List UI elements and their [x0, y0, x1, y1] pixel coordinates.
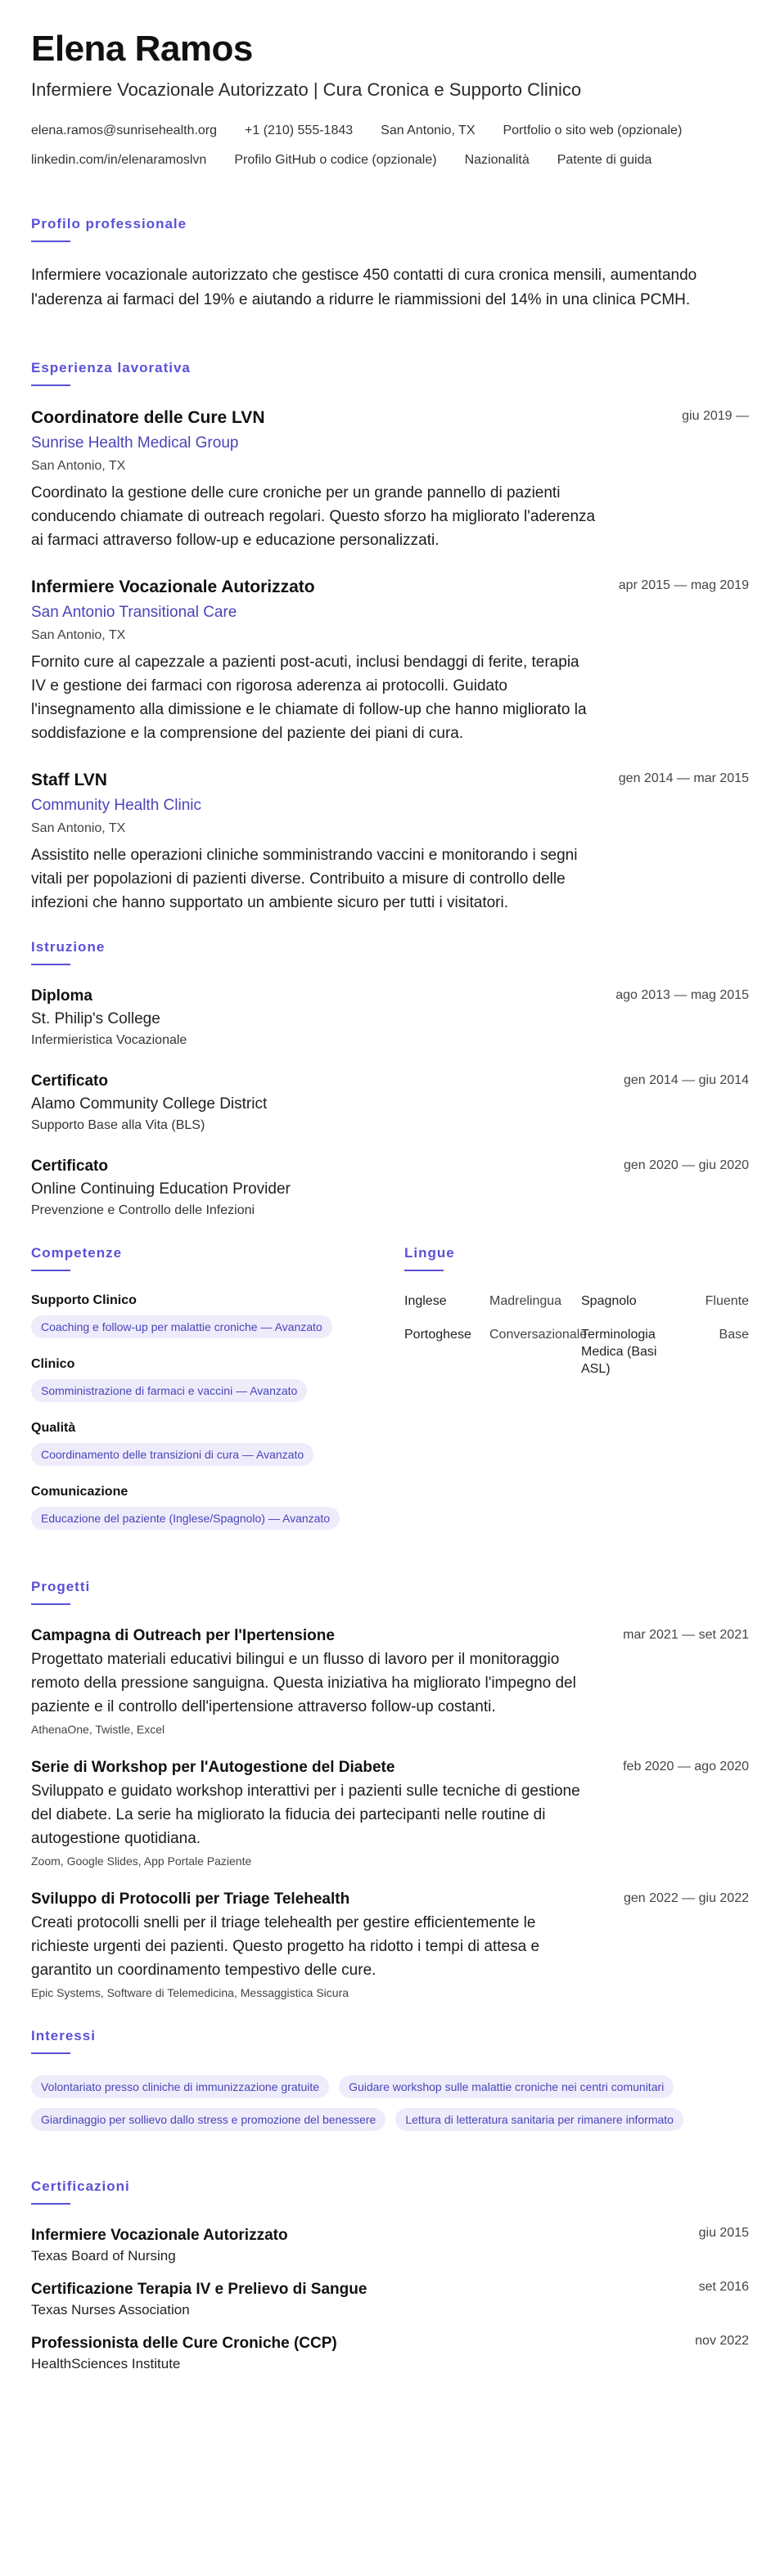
- section-divider: [404, 1270, 444, 1271]
- experience-entry: [31, 407, 749, 552]
- education-degree: Diploma: [31, 987, 92, 1005]
- interest-chip: Volontariato presso cliniche di immunizzazione gratuite: [31, 2075, 329, 2098]
- project-date: gen 2022 — giu 2022: [623, 1890, 749, 1905]
- education-section: [31, 939, 749, 1219]
- language-level: Base: [719, 1327, 749, 1342]
- experience-entry: [31, 770, 749, 915]
- skill-group: [31, 1356, 404, 1402]
- languages-list: [404, 1292, 749, 1378]
- certification-entry: [31, 2334, 749, 2373]
- job-title: Infermiere Vocazionale Autorizzato: [31, 577, 315, 596]
- skill-group-name: Clinico: [31, 1356, 75, 1371]
- profile-section: [31, 216, 749, 312]
- contact-location: San Antonio, TX: [381, 123, 476, 137]
- section-title: Istruzione: [31, 938, 106, 955]
- experience-date: gen 2014 — mar 2015: [618, 771, 749, 785]
- section-title: Certificazioni: [31, 2178, 130, 2194]
- certification-name: Professionista delle Cure Croniche (CCP): [31, 2334, 337, 2352]
- experience-section: [31, 360, 749, 915]
- project-description: Creati protocolli snelli per il triage telehealth per gestire efficientemente le richieste urgenti dei pazienti. Questo progetto ha ridotto i tempi di attesa e garantito un coordinamento tempestivo delle cure.: [31, 1913, 540, 1979]
- resume-header: [31, 29, 749, 169]
- education-area: Supporto Base alla Vita (BLS): [31, 1117, 205, 1132]
- project-title: Serie di Workshop per l'Autogestione del Diabete: [31, 1758, 395, 1776]
- skill-chip: Coaching e follow-up per malattie croniche — Avanzato: [31, 1315, 332, 1338]
- languages-section: [404, 1245, 749, 1548]
- interest-chip: Giardinaggio per sollievo dallo stress e promozione del benessere: [31, 2108, 385, 2131]
- certification-date: giu 2015: [698, 2225, 749, 2240]
- project-title: Sviluppo di Protocolli per Triage Telehealth: [31, 1890, 350, 1908]
- section-title: Lingue: [404, 1244, 455, 1261]
- contact-linkedin[interactable]: linkedin.com/in/elenaramoslvn: [31, 152, 207, 167]
- skill-group: [31, 1484, 404, 1530]
- education-degree: Certificato: [31, 1072, 108, 1090]
- job-description: Coordinato la gestione delle cure croniche per un grande pannello di pazienti conducendo chiamate di outreach regolari. Questo sforzo ha migliorato l'aderenza ai farmaci attraverso follow-up e educazione personalizzati.: [31, 483, 596, 549]
- company-name: Sunrise Health Medical Group: [31, 434, 239, 452]
- contact-list: [31, 123, 749, 169]
- education-date: ago 2013 — mag 2015: [615, 987, 749, 1002]
- education-area: Prevenzione e Controllo delle Infezioni: [31, 1203, 255, 1217]
- contact-driving-license: Patente di guida: [557, 152, 652, 167]
- certification-issuer: Texas Board of Nursing: [31, 2247, 176, 2264]
- project-description: Sviluppato e guidato workshop interattivi per i pazienti sulle tecniche di gestione del diabete. La serie ha migliorato la fiducia dei partecipanti nelle routine di autogestione quotidiana.: [31, 1782, 580, 1847]
- section-title: Interessi: [31, 2027, 96, 2043]
- job-location: San Antonio, TX: [31, 458, 126, 473]
- project-tools: AthenaOne, Twistle, Excel: [31, 1722, 165, 1736]
- certification-issuer: HealthSciences Institute: [31, 2355, 181, 2371]
- contact-nationality: Nazionalità: [464, 152, 530, 167]
- section-divider: [31, 2203, 70, 2205]
- job-title: Coordinatore delle Cure LVN: [31, 407, 265, 427]
- language-name: Inglese: [404, 1293, 447, 1308]
- certification-date: nov 2022: [695, 2333, 749, 2348]
- skill-group-name: Supporto Clinico: [31, 1292, 137, 1307]
- project-description: Progettato materiali educativi bilingui e un flusso di lavoro per il monitoraggio remoto della pressione sanguigna. Questa iniziativa ha migliorato l'impegno del paziente e il controllo dell'ipertensione attraverso follow-up costanti.: [31, 1650, 576, 1715]
- interest-chip: Guidare workshop sulle malattie croniche nei centri comunitari: [339, 2075, 674, 2098]
- project-tools: Zoom, Google Slides, App Portale Paziente: [31, 1854, 252, 1868]
- skill-group-name: Qualità: [31, 1420, 76, 1435]
- project-entry: [31, 1758, 749, 1868]
- certifications-section: [31, 2178, 749, 2373]
- project-date: feb 2020 — ago 2020: [623, 1759, 749, 1774]
- certification-date: set 2016: [698, 2279, 749, 2294]
- language-level: Madrelingua: [489, 1293, 562, 1308]
- language-level: Fluente: [705, 1293, 749, 1308]
- education-entry: [31, 987, 749, 1049]
- job-title: Staff LVN: [31, 770, 107, 789]
- section-divider: [31, 384, 70, 386]
- project-entry: [31, 1626, 749, 1737]
- certification-issuer: Texas Nurses Association: [31, 2301, 190, 2318]
- candidate-name: Elena Ramos: [31, 29, 253, 69]
- education-entry: [31, 1157, 749, 1219]
- skills-section: [31, 1245, 404, 1548]
- education-school: St. Philip's College: [31, 1009, 160, 1027]
- education-area: Infermieristica Vocazionale: [31, 1032, 187, 1047]
- education-date: gen 2020 — giu 2020: [623, 1158, 749, 1172]
- certification-entry: [31, 2226, 749, 2265]
- project-entry: [31, 1890, 749, 2000]
- contact-github[interactable]: Profilo GitHub o codice (opzionale): [234, 152, 437, 167]
- education-entry: [31, 1072, 749, 1134]
- language-name: Spagnolo: [581, 1293, 637, 1308]
- skill-group: [31, 1420, 404, 1466]
- projects-section: [31, 1579, 749, 2000]
- interest-chip: Lettura di letteratura sanitaria per rimanere informato: [395, 2108, 683, 2131]
- section-divider: [31, 2052, 70, 2054]
- company-name: Community Health Clinic: [31, 796, 202, 814]
- section-title: Profilo professionale: [31, 215, 187, 232]
- contact-portfolio[interactable]: Portfolio o sito web (opzionale): [503, 123, 683, 137]
- skill-chip: Educazione del paziente (Inglese/Spagnolo) — Avanzato: [31, 1507, 340, 1530]
- education-school: Alamo Community College District: [31, 1095, 268, 1113]
- project-title: Campagna di Outreach per l'Ipertensione: [31, 1626, 335, 1644]
- contact-email[interactable]: elena.ramos@sunrisehealth.org: [31, 123, 218, 137]
- language-name: Terminologia Medica (Basi ASL): [581, 1327, 657, 1376]
- job-location: San Antonio, TX: [31, 627, 126, 642]
- language-level: Conversazionale: [489, 1327, 588, 1342]
- job-location: San Antonio, TX: [31, 820, 126, 835]
- interests-list: [31, 2075, 751, 2131]
- job-description: Fornito cure al capezzale a pazienti post-acuti, inclusi bendaggi di ferite, terapia IV e gestione dei farmaci con rigorosa aderenza ai protocolli. Guidato l'insegnamento alla dimissione e le chiamate di follow-up che hanno migliorato la soddisfazione e la comprensione del paziente dei piani di cura.: [31, 653, 587, 742]
- skill-chip: Somministrazione di farmaci e vaccini — Avanzato: [31, 1379, 307, 1402]
- candidate-headline: Infermiere Vocazionale Autorizzato | Cura Cronica e Supporto Clinico: [31, 79, 582, 101]
- experience-date: giu 2019 —: [682, 408, 749, 423]
- section-divider: [31, 1270, 70, 1271]
- language-name: Portoghese: [404, 1327, 471, 1342]
- interests-section: [31, 2028, 749, 2131]
- contact-phone[interactable]: +1 (210) 555-1843: [245, 123, 354, 137]
- project-date: mar 2021 — set 2021: [623, 1627, 749, 1642]
- skill-chip: Coordinamento delle transizioni di cura — Avanzato: [31, 1443, 313, 1466]
- certification-entry: [31, 2280, 749, 2319]
- education-school: Online Continuing Education Provider: [31, 1180, 291, 1198]
- experience-date: apr 2015 — mag 2019: [618, 578, 749, 592]
- profile-summary: Infermiere vocazionale autorizzato che gestisce 450 contatti di cura cronica mensili, aumentando l'aderenza ai farmaci del 19% e aiutando a ridurre le riammissioni del 14% in una clinica PCMH.: [31, 266, 697, 308]
- job-description: Assistito nelle operazioni cliniche somministrando vaccini e monitorando i segni vitali per popolazioni di pazienti diverse. Contribuito a misure di controllo delle infezioni che hanno supportato un ambiente sicuro per tutti i visitatori.: [31, 846, 578, 911]
- experience-entry: [31, 577, 749, 745]
- skills-languages-row: [31, 1245, 749, 1548]
- section-divider: [31, 1603, 70, 1605]
- section-title: Esperienza lavorativa: [31, 359, 191, 375]
- company-name: San Antonio Transitional Care: [31, 603, 237, 621]
- section-divider: [31, 241, 70, 242]
- project-tools: Epic Systems, Software di Telemedicina, Messaggistica Sicura: [31, 1985, 349, 1999]
- certification-name: Certificazione Terapia IV e Prelievo di Sangue: [31, 2280, 367, 2298]
- section-divider: [31, 964, 70, 965]
- education-date: gen 2014 — giu 2014: [623, 1072, 749, 1087]
- skill-group-name: Comunicazione: [31, 1484, 128, 1499]
- skill-group: [31, 1292, 404, 1338]
- education-degree: Certificato: [31, 1157, 108, 1175]
- certification-name: Infermiere Vocazionale Autorizzato: [31, 2226, 288, 2244]
- section-title: Competenze: [31, 1244, 123, 1261]
- section-title: Progetti: [31, 1578, 91, 1594]
